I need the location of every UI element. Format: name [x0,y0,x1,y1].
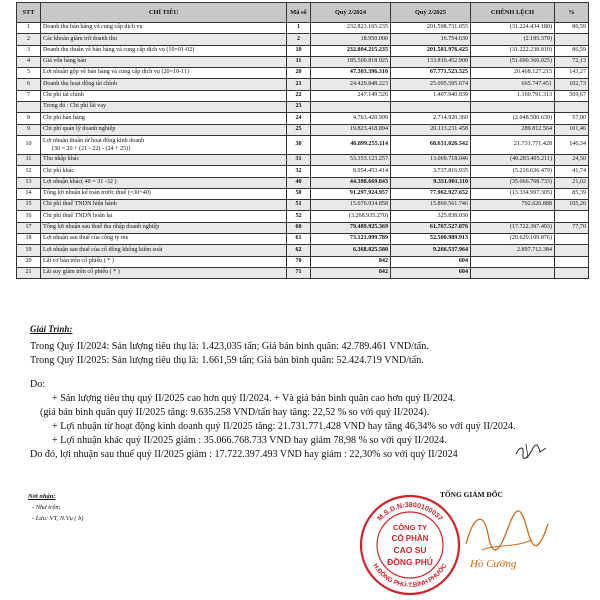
row-code: 2 [287,34,311,45]
row-label: Lãi cơ bản trên cổ phiếu ( * ) [41,256,287,267]
row-q2-2024: 53.353.123.257 [311,154,391,165]
row-percent: 86,59 [555,45,589,56]
row-difference: 21.731.771.428 [471,135,555,154]
row-stt: 20 [17,256,41,267]
table-row [17,79,589,90]
row-q2-2024: 46.899.255.114 [311,135,391,154]
table-row [17,124,589,135]
row-difference: (40.283.405.211) [471,154,555,165]
row-percent: 77,70 [555,222,589,233]
row-q2-2024: 19.823.418.894 [311,124,391,135]
row-stt: 21 [17,267,41,278]
row-q2-2024: 47.303.396.310 [311,68,391,79]
header-code: Mã số [287,3,311,23]
row-difference: 665.747.451 [471,79,555,90]
row-code: 21 [287,79,311,90]
row-code: 32 [287,166,311,177]
row-stt: 10 [17,135,41,154]
row-q2-2024: 79.489.925.369 [311,222,391,233]
explanation-bullet-volume: + Sản lượng tiêu thụ quý II/2025 cao hơn quý II/2024. + Và giá bán bình quân cao hơn quý II/2024. [52,393,456,404]
row-difference: (5.216.636.479) [471,166,555,177]
row-q2-2025: 133.810.452.900 [391,56,471,67]
row-label: Lợi nhuận gộp về bán hàng và cung cấp dịch vụ (20=10-11) [41,68,287,79]
row-q2-2025: 325.838.030 [391,211,471,222]
seal-line-2: CỔ PHẦN [391,534,429,543]
row-difference: 289.812.564 [471,124,555,135]
table-row [17,23,589,34]
row-q2-2025: 201.581.976.425 [391,45,471,56]
table-row [17,154,589,165]
row-code: 40 [287,177,311,188]
row-q2-2025: 3.737.816.935 [391,166,471,177]
seal-line-1: CÔNG TY [392,523,428,532]
row-label: Giá vốn hàng bán [41,56,287,67]
table-row [17,68,589,79]
director-title: TỔNG GIÁM ĐỐC [440,490,503,499]
row-q2-2024: 232.823.165.235 [311,23,391,34]
row-percent [555,267,589,278]
row-difference: (35.066.768.733) [471,177,555,188]
row-difference: (31.222.238.810) [471,45,555,56]
row-percent [555,256,589,267]
row-label: Chi phí bán hàng [41,113,287,124]
row-difference: (2.048.500.639) [471,113,555,124]
row-percent: 569,67 [555,90,589,101]
row-difference: (51.690.366.025) [471,56,555,67]
header-indicator: CHỈ TIÊU [41,3,287,23]
row-q2-2025 [391,102,471,113]
row-q2-2024 [311,102,391,113]
row-q2-2025: 16.754.630 [391,34,471,45]
row-q2-2025: 13.069.718.046 [391,154,471,165]
row-percent: 101,46 [555,124,589,135]
row-difference: 792.626.888 [471,200,555,211]
row-percent: 24,50 [555,154,589,165]
recipients-block [28,491,83,524]
row-label: Chi phí thuế TNDN hiện hành [41,200,287,211]
row-q2-2025: 2.714.920.360 [391,113,471,124]
row-q2-2025: 67.771.523.525 [391,68,471,79]
seal-ring-bottom: H.ĐỒNG PHÚ-T.BÌNH PHƯỚC [371,562,449,590]
row-q2-2024: 247.149.526 [311,90,391,101]
row-q2-2024: 8.954.453.414 [311,166,391,177]
row-q2-2025: 9.266.537.964 [391,245,471,256]
row-percent: 72,13 [555,56,589,67]
row-code: 70 [287,256,311,267]
row-label: Thu nhập khác [41,154,287,165]
row-difference [471,211,555,222]
row-code: 60 [287,222,311,233]
row-q2-2024: 18.950.000 [311,34,391,45]
row-code: 61 [287,234,311,245]
table-row [17,188,589,199]
header-q2-2025: Quý 2/2025 [391,3,471,23]
table-row [17,177,589,188]
signer-name: Hồ Cường [470,558,517,570]
row-label: Tổng lợi nhuận kế toán trước thuế (=30+40) [41,188,287,199]
header-difference: CHÊNH LỆCH [471,3,555,23]
row-stt: 17 [17,222,41,233]
row-difference: (20.620.109.876) [471,234,555,245]
explanation-conclusion: Do đó, lợi nhuận sau thuế quý II/2025 giảm : 17.722.397.493 VND hay giảm : 22,30% so với quý II/2024 [30,449,458,460]
row-difference: 1.160.791.313 [471,90,555,101]
row-label: Trong đó : Chi phí lãi vay [41,102,287,113]
table-row [17,56,589,67]
row-q2-2025: 604 [391,256,471,267]
table-row [17,90,589,101]
seal-line-4: ĐỒNG PHÚ [387,557,433,567]
row-stt: 11 [17,154,41,165]
row-difference: 2.897.712.384 [471,245,555,256]
table-row [17,113,589,124]
explanation-line-2024: Trong Quý II/2024: Sản lượng tiêu thụ là: 1.423,035 tấn; Giá bán bình quân: 42.789.461 VND/tấn. [30,341,429,352]
recipient-1: - Như trên; [32,504,61,511]
row-label: Chi phí quản lý doanh nghiệp [41,124,287,135]
row-label: Doanh thu bán hàng và cung cấp dịch vụ [41,23,287,34]
row-code: 10 [287,45,311,56]
row-code: 11 [287,56,311,67]
row-q2-2025: 25.095.595.674 [391,79,471,90]
row-q2-2024: 842 [311,267,391,278]
row-percent: 85,39 [555,188,589,199]
row-stt: 4 [17,56,41,67]
row-percent: 143,27 [555,68,589,79]
row-q2-2025: 9.331.901.110 [391,177,471,188]
row-percent: 21,02 [555,177,589,188]
row-code: 22 [287,90,311,101]
row-q2-2024: 842 [311,256,391,267]
table-row [17,222,589,233]
row-q2-2025: 68.631.026.542 [391,135,471,154]
row-stt: 12 [17,166,41,177]
row-code: 71 [287,267,311,278]
row-q2-2025: 604 [391,267,471,278]
row-stt: 8 [17,113,41,124]
row-q2-2025: 61.767.527.876 [391,222,471,233]
table-body [17,23,589,279]
row-difference: (13.334.997.305) [471,188,555,199]
row-q2-2024: 15.076.934.858 [311,200,391,211]
explanation-line-2025: Trong Quý II/2025: Sản lượng tiêu thụ là: 1.661,59 tấn; Giá bán bình quân: 52.424.719 VND/tấn. [30,355,424,366]
row-difference [471,256,555,267]
row-percent: 105,26 [555,200,589,211]
row-q2-2024: 44.398.669.843 [311,177,391,188]
row-q2-2024: 4.763.420.999 [311,113,391,124]
row-label: Tổng lợi nhuận sau thuế thu nhập doanh nghiệp [41,222,287,233]
explanation-bullet-other-profit: + Lợi nhuận khác quý II/2025 giảm : 35.066.768.733 VND hay giảm 78,98 % so với quý II/2024. [52,435,447,446]
row-difference: (31.224.434.180) [471,23,555,34]
handwritten-signature [462,504,552,564]
row-q2-2024: 73.121.099.789 [311,234,391,245]
row-percent [555,102,589,113]
header-stt: STT [17,3,41,23]
initial-mark [514,442,548,460]
explanation-bullet-business-profit: + Lợi nhuận từ hoạt động kinh doanh quý II/2025 tăng: 21.731.771.428 VND hay tăng 46,34% so với quý II/2024. [52,421,516,432]
table-header-row [17,3,589,23]
row-q2-2024: 185.500.818.925 [311,56,391,67]
row-q2-2025: 52.500.989.913 [391,234,471,245]
row-stt: 16 [17,211,41,222]
row-label: Chi phí thuế TNDN hoãn lại [41,211,287,222]
row-stt: 19 [17,245,41,256]
table-row [17,211,589,222]
table-row [17,34,589,45]
row-stt: 6 [17,79,41,90]
row-percent: 41,74 [555,166,589,177]
table-row [17,245,589,256]
row-code: 23 [287,102,311,113]
table-row [17,102,589,113]
row-stt: 3 [17,45,41,56]
row-stt: 15 [17,200,41,211]
row-code: 24 [287,113,311,124]
row-percent [555,245,589,256]
row-q2-2024: 24.429.848.223 [311,79,391,90]
row-difference: 20.468.127.215 [471,68,555,79]
row-code: 52 [287,211,311,222]
row-percent [555,234,589,245]
row-label: Lợi nhuận sau thuế của cổ đông không kiểm soát [41,245,287,256]
row-percent [555,211,589,222]
row-label: Chi phí khác [41,166,287,177]
row-q2-2025: 15.869.561.746 [391,200,471,211]
row-percent [555,34,589,45]
row-label: Lợi nhuận khác( 40 = 31 -32 ) [41,177,287,188]
row-percent: 57,00 [555,113,589,124]
explanation-title: Giải Trình: [30,324,73,334]
row-q2-2024: 91.297.924.957 [311,188,391,199]
row-code: 1 [287,23,311,34]
row-code: 30 [287,135,311,154]
row-code: 50 [287,188,311,199]
row-q2-2025: 20.113.231.458 [391,124,471,135]
table-row [17,234,589,245]
row-label-line-1: Lợi nhuận thuần từ hoạt động kinh doanh [43,137,145,144]
row-code: 51 [287,200,311,211]
row-label: Lãi suy giảm trên cổ phiếu ( * ) [41,267,287,278]
row-stt [17,102,41,113]
row-label [41,135,287,154]
row-label: Doanh thu thuần về bán hàng và cung cấp dịch vụ (10=01-02) [41,45,287,56]
row-difference: (2.195.370) [471,34,555,45]
row-stt: 14 [17,188,41,199]
row-q2-2024: (3.268.935.270) [311,211,391,222]
row-stt: 9 [17,124,41,135]
row-code: 31 [287,154,311,165]
row-q2-2025: 77.962.927.652 [391,188,471,199]
row-percent: 146,34 [555,135,589,154]
row-stt: 2 [17,34,41,45]
table-row [17,45,589,56]
company-seal [358,493,462,597]
recipient-2: - Lưu: VT, N.Vụ ( b) [32,515,84,522]
row-difference: (17.722.397.493) [471,222,555,233]
row-percent: 102,73 [555,79,589,90]
row-q2-2025: 201.598.731.055 [391,23,471,34]
table-row [17,267,589,278]
row-difference [471,102,555,113]
row-stt: 1 [17,23,41,34]
row-q2-2024: 232.804.215.235 [311,45,391,56]
explanation-section [30,322,590,462]
row-q2-2025: 1.407.940.839 [391,90,471,101]
row-code: 62 [287,245,311,256]
table-row [17,135,589,154]
explanation-do: Do: [30,379,46,390]
row-q2-2024: 6.368.825.580 [311,245,391,256]
row-code: 25 [287,124,311,135]
seal-line-3: CAO SU [393,545,427,555]
header-percent: % [555,3,589,23]
row-percent: 86,59 [555,23,589,34]
row-code: 20 [287,68,311,79]
row-difference [471,267,555,278]
row-stt: 13 [17,177,41,188]
explanation-bullet-price: (giá bán bình quân quý II/2025 tăng: 9.635.258 VND/tấn hay tăng: 22,52 % so với quý II/2024). [40,407,430,418]
table-row [17,166,589,177]
table-row [17,256,589,267]
header-q2-2024: Quý 2/2024 [311,3,391,23]
row-label: Chi phí tài chính [41,90,287,101]
row-stt: 7 [17,90,41,101]
seal-ring-top: M.S.D.N:3800100037 [376,501,444,523]
row-label-line-2: {30 = 20 + (21 - 22) - (24 + 25)} [51,145,132,152]
row-label: Doanh thu hoạt động tài chính [41,79,287,90]
table-row [17,200,589,211]
recipients-title: Nơi nhận: [28,493,56,500]
row-label: Lợi nhuận sau thuế của công ty mẹ [41,234,287,245]
income-statement-table [16,2,589,279]
row-stt: 18 [17,234,41,245]
row-label: Các khoản giảm trừ doanh thu [41,34,287,45]
row-stt: 5 [17,68,41,79]
